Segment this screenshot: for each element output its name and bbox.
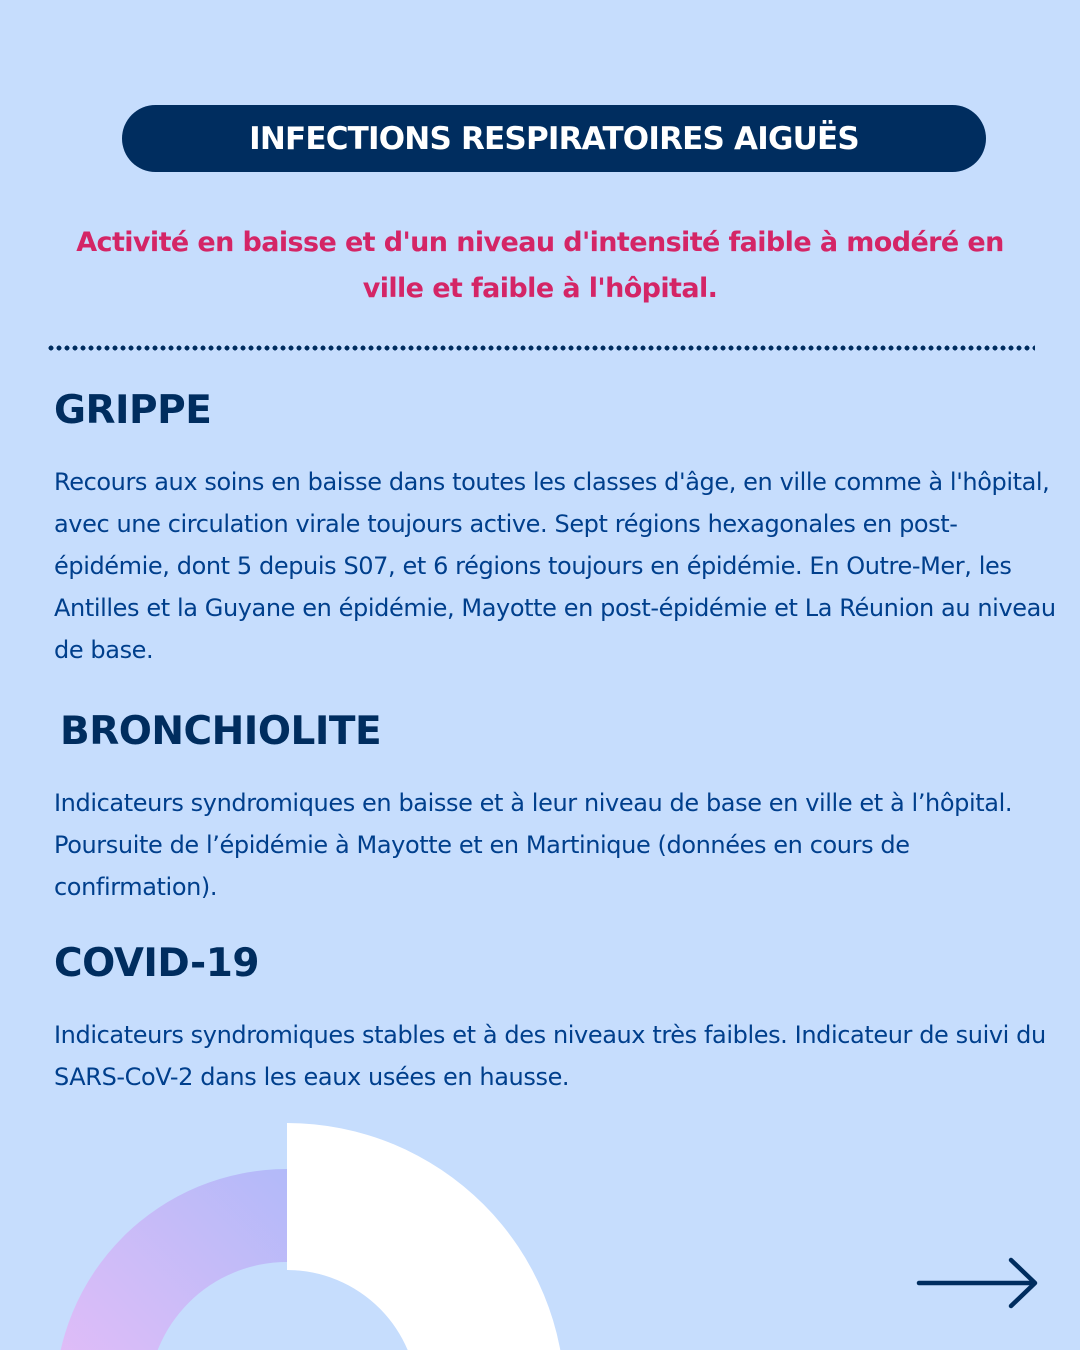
arrow-right-icon[interactable] [915,1255,1043,1311]
section-body-covid: Indicateurs syndromiques stables et à des niveaux très faibles. Indicateur de suivi du SARS-CoV-2 dans les eaux usées en hausse. [54,1021,1046,1091]
decorative-arcs [0,1110,620,1350]
white-arc [287,1123,565,1350]
section-title-covid: COVID-19 [54,941,259,986]
headline-summary: Activité en baisse et d'un niveau d'intensité faible à modéré en ville et faible à l'hôpital. [76,227,1004,304]
gradient-arc [55,1169,287,1350]
section-title-grippe: GRIPPE [54,388,212,433]
section-body-bronchiolite: Indicateurs syndromiques en baisse et à leur niveau de base en ville et à l’hôpital. Poursuite de l’épidémie à Mayotte et en Martinique (données en cours de confirmation). [54,789,1013,901]
section-body-grippe: Recours aux soins en baisse dans toutes les classes d'âge, en ville comme à l'hôpital, avec une circulation virale toujours active. Sept régions hexagonales en post-épidémie, dont 5 depuis S07, et 6 régions toujours en épidémie. En Outre-Mer, les Antilles et la Guyane en épidémie, Mayotte en post-épidémie et La Réunion au niveau de base. [54,468,1056,664]
section-title-bronchiolite: BRONCHIOLITE [60,709,382,754]
page-title: INFECTIONS RESPIRATOIRES AIGUËS [249,120,859,157]
dotted-divider [47,345,1035,351]
title-banner [122,105,986,172]
